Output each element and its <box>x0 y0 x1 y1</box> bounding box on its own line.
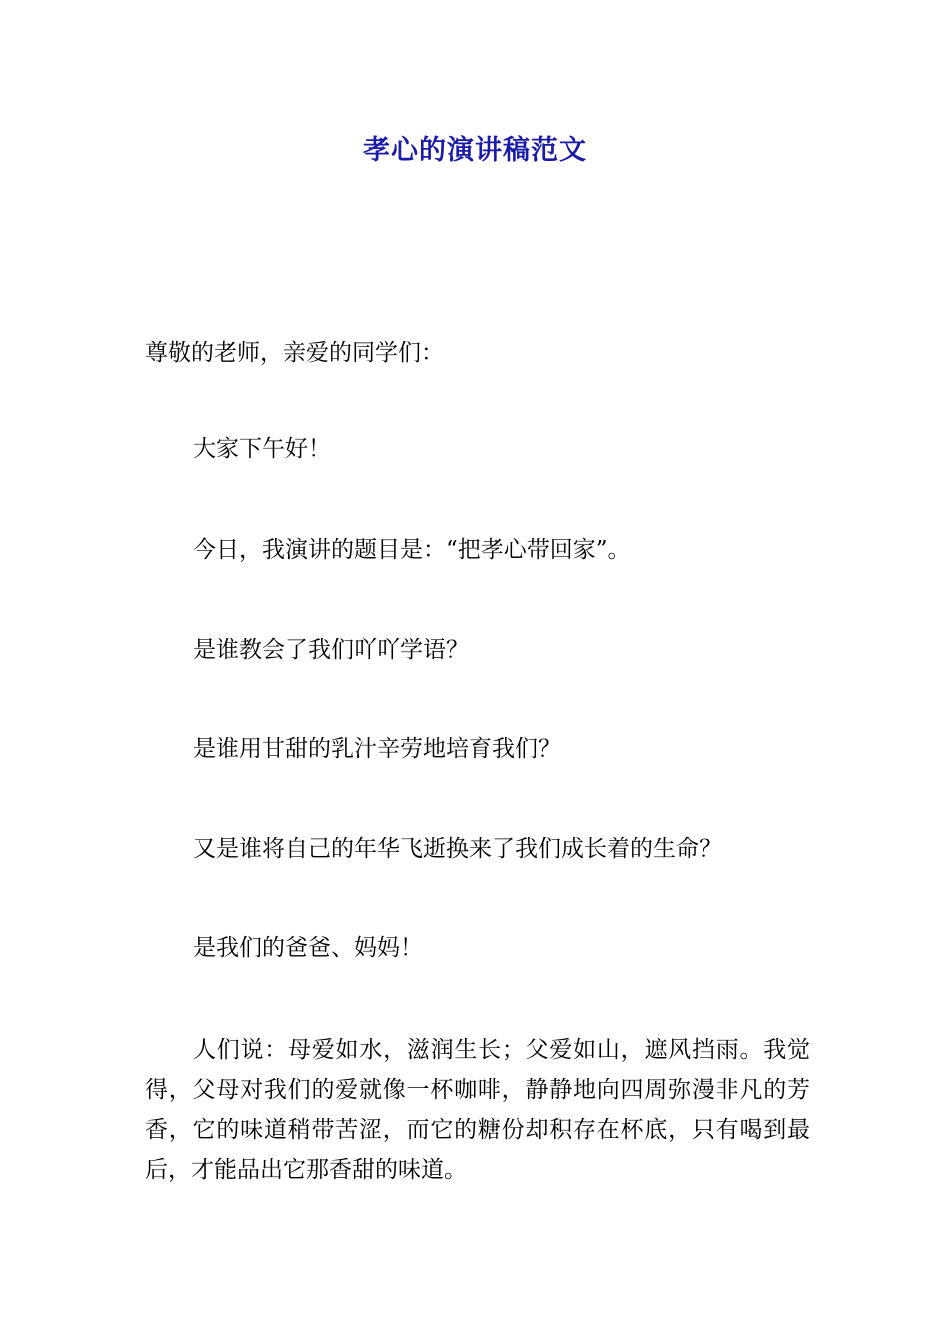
salutation: 尊敬的老师，亲爱的同学们： <box>145 340 444 366</box>
paragraph-7: 人们说：母爱如水，滋润生长；父爱如山，遮风挡雨。我觉得，父母对我们的爱就像一杯咖啡，静静地向四周弥漫非凡的芳香，它的味道稍带苦涩，而它的糖份却积存在杯底，只有喝到最后，才能品出它那香甜的味道。 <box>145 1037 810 1183</box>
paragraph-1: 大家下午好！ <box>193 436 331 462</box>
document-title: 孝心的演讲稿范文 <box>363 135 587 166</box>
paragraph-4: 是谁用甘甜的乳汁辛劳地培育我们？ <box>193 736 561 762</box>
paragraph-5: 又是谁将自己的年华飞逝换来了我们成长着的生命？ <box>193 836 722 862</box>
paragraph-3: 是谁教会了我们吖吖学语？ <box>193 637 469 663</box>
paragraph-2: 今日，我演讲的题目是：“把孝心带回家”。 <box>193 537 631 563</box>
paragraph-6: 是我们的爸爸、妈妈！ <box>193 935 423 961</box>
